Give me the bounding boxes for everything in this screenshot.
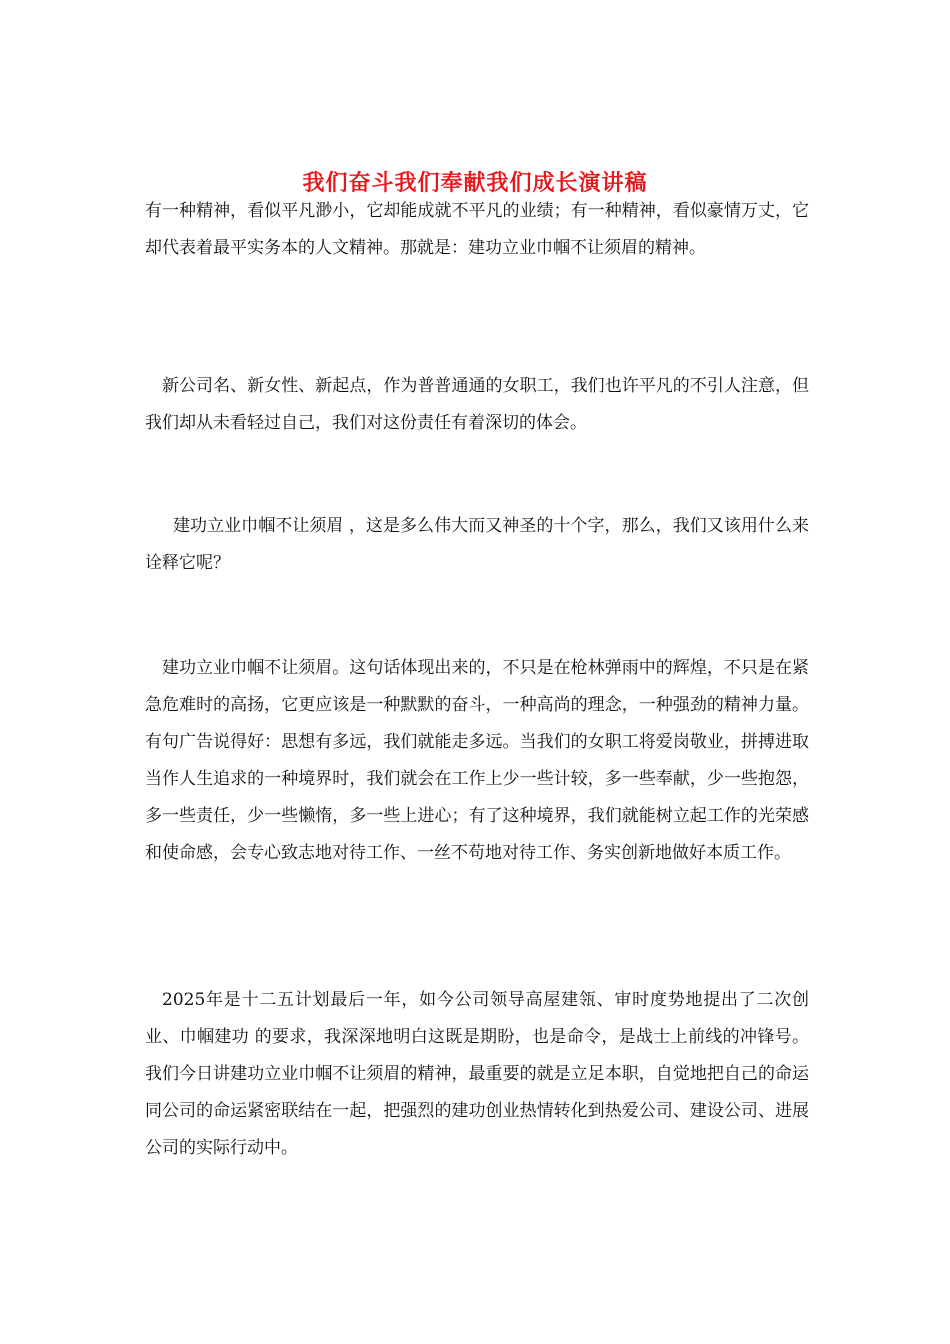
paragraph-5: 2025年是十二五计划最后一年，如今公司领导高屋建瓴、审时度势地提出了二次创业、巾帼建功 的要求，我深深地明白这既是期盼，也是命令，是战士上前线的冲锋号。我们今日讲建功立业巾帼不让须眉的精神，最重要的就是立足本职，自觉地把自己的命运同公司的命运紧密联结在一起，把强烈的建功创业热情转化到热爱公司、建设公司、进展公司的实际行动中。 <box>145 990 809 1158</box>
paragraph-3: 建功立业巾帼不让须眉 ，这是多么伟大而又神圣的十个字，那么，我们又该用什么来诠释它呢？ <box>145 516 809 573</box>
paragraph-1: 有一种精神，看似平凡渺小，它却能成就不平凡的业绩；有一种精神，看似豪情万丈，它却代表着最平实务本的人文精神。那就是：建功立业巾帼不让须眉的精神。 <box>145 201 809 258</box>
paragraph-4: 建功立业巾帼不让须眉。这句话体现出来的，不只是在枪林弹雨中的辉煌，不只是在紧急危难时的高扬，它更应该是一种默默的奋斗，一种高尚的理念，一种强劲的精神力量。有句广告说得好：思想有多远，我们就能走多远。当我们的女职工将爱岗敬业，拼搏进取当作人生追求的一种境界时，我们就会在工作上少一些计较，多一些奉献，少一些抱怨，多一些责任，少一些懒惰，多一些上进心；有了这种境界，我们就能树立起工作的光荣感和使命感，会专心致志地对待工作、一丝不苟地对待工作、务实创新地做好本质工作。 <box>145 658 809 863</box>
document-title: 我们奋斗我们奉献我们成长演讲稿 <box>302 169 648 196</box>
paragraph-2: 新公司名、新女性、新起点，作为普普通通的女职工，我们也许平凡的不引人注意，但我们却从未看轻过自己，我们对这份责任有着深切的体会。 <box>145 376 809 433</box>
